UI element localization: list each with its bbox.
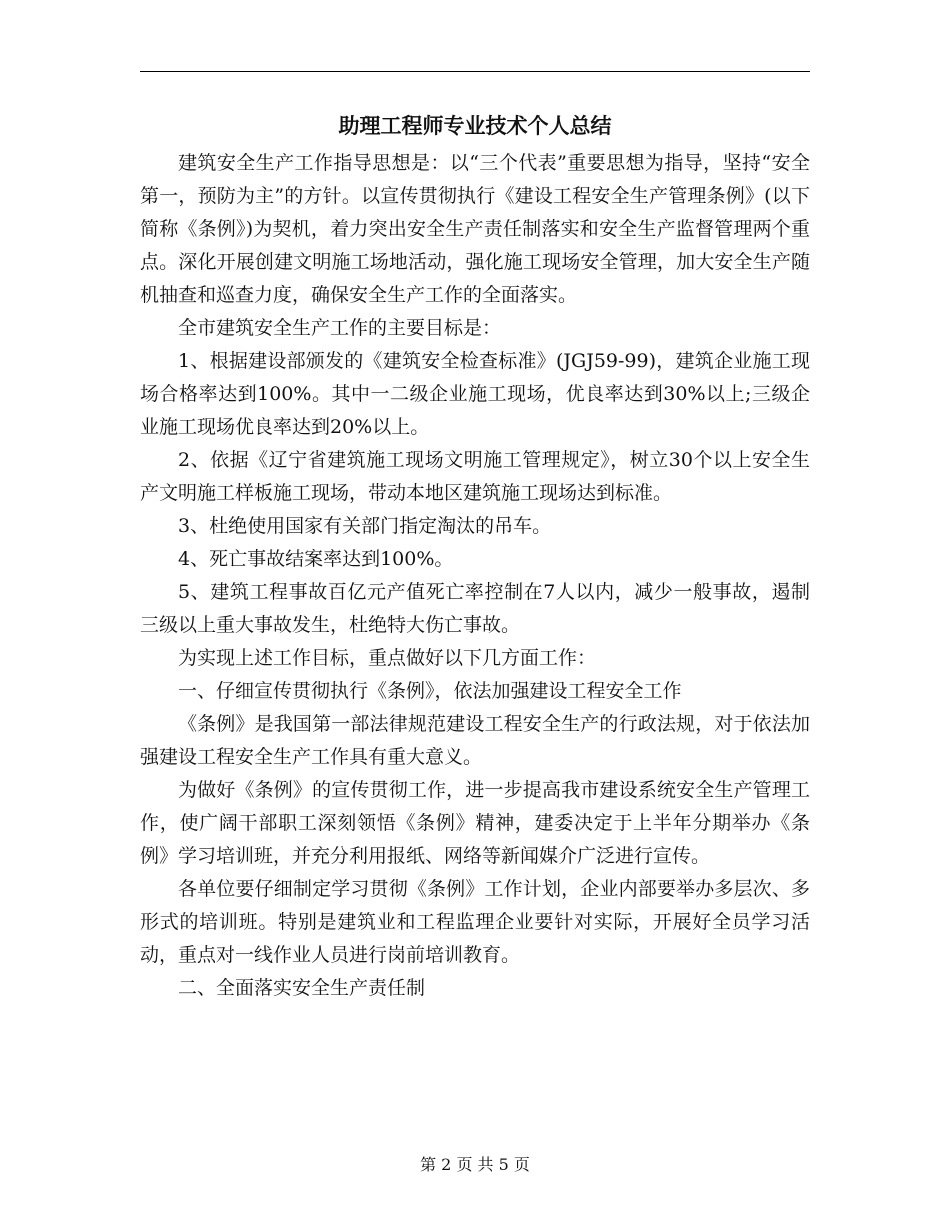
paragraph: 1、根据建设部颁发的《建筑安全检查标准》(JGJ59-99)，建筑企业施工现场合格率达到100%。其中一二级企业施工现场，优良率达到30%以上;三级企业施工现场优良率达到20%以上。 <box>140 350 810 438</box>
paragraph: 2、依据《辽宁省建筑施工现场文明施工管理规定》，树立30个以上安全生产文明施工样板施工现场，带动本地区建筑施工现场达到标准。 <box>140 449 810 504</box>
paragraph: 各单位要仔细制定学习贯彻《条例》工作计划，企业内部要举办多层次、多形式的培训班。特别是建筑业和工程监理企业要针对实际，开展好全员学习活动，重点对一线作业人员进行岗前培训教育。 <box>140 878 810 966</box>
paragraph: 为实现上述工作目标，重点做好以下几方面工作： <box>178 647 597 669</box>
paragraph: 《条例》是我国第一部法律规范建设工程安全生产的行政法规，对于依法加强建设工程安全生产工作具有重大意义。 <box>140 713 810 768</box>
paragraph: 为做好《条例》的宣传贯彻工作，进一步提高我市建设系统安全生产管理工作，使广阔干部职工深刻领悟《条例》精神，建委决定于上半年分期举办《条例》学习培训班，并充分利用报纸、网络等新闻媒介广泛进行宣传。 <box>140 779 810 867</box>
document-body <box>140 147 810 1005</box>
page-footer <box>0 1153 950 1177</box>
section-heading: 二、全面落实安全生产责任制 <box>178 977 426 999</box>
paragraph: 5、建筑工程事故百亿元产值死亡率控制在7人以内，减少一般事故，遏制三级以上重大事故发生，杜绝特大伤亡事故。 <box>140 581 810 636</box>
paragraph: 3、杜绝使用国家有关部门指定淘汰的吊车。 <box>178 515 552 537</box>
section-heading: 一、仔细宣传贯彻执行《条例》，依法加强建设工程安全工作 <box>178 680 682 702</box>
paragraph: 全市建筑安全生产工作的主要目标是： <box>178 317 502 339</box>
paragraph: 建筑安全生产工作指导思想是：以“三个代表”重要思想为指导，坚持“安全第一，预防为主”的方针。以宣传贯彻执行《建设工程安全生产管理条例》(以下简称《条例》)为契机，着力突出安全生产责任制落实和安全生产监督管理两个重点。深化开展创建文明施工场地活动，强化施工现场安全管理，加大安全生产随机抽查和巡查力度，确保安全生产工作的全面落实。 <box>140 152 810 306</box>
page-indicator: 第 2 页 共 5 页 <box>420 1155 530 1174</box>
paragraph: 4、死亡事故结案率达到100%。 <box>178 548 454 570</box>
header-rule <box>140 71 810 72</box>
document-title: 助理工程师专业技术个人总结 <box>338 113 612 138</box>
